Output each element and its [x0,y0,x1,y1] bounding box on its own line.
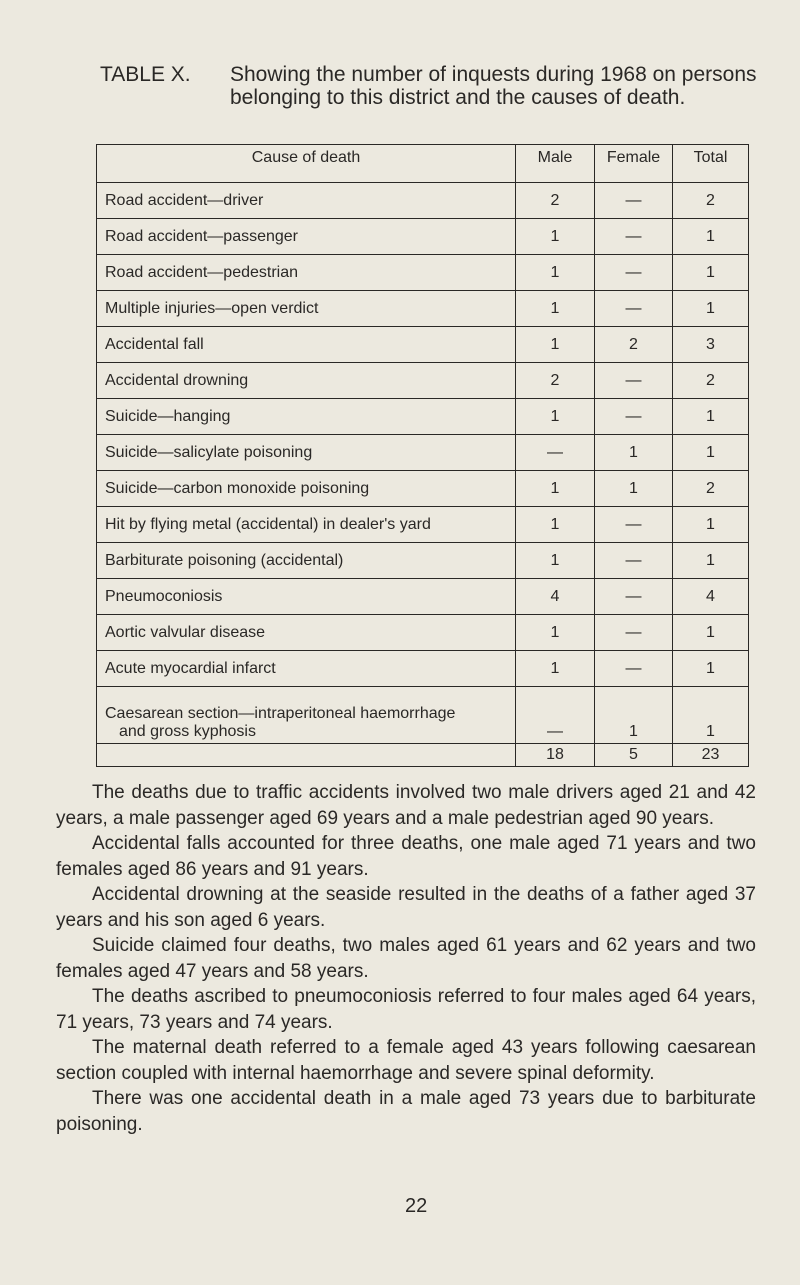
total-total: 23 [673,744,749,767]
cell-cause: Road accident—pedestrian [97,255,516,291]
cell-total: 1 [673,291,749,327]
table-row [97,363,749,399]
paragraph: The maternal death referred to a female aged 43 years following caesarean section coupled with internal haemorrhage and severe spinal deformity. [56,1037,756,1084]
header-male: Male [516,145,595,183]
totals-row [97,744,749,767]
totals-label-cell [97,744,516,767]
header-total: Total [673,145,749,183]
paragraph: The deaths ascribed to pneumoconiosis referred to four males aged 64 years, 71 years, 73 years and 74 years. [56,986,756,1033]
cell-cause: Aortic valvular disease [97,615,516,651]
cell-male: — [516,435,595,471]
cell-female: — [595,363,673,399]
cell-total: 3 [673,327,749,363]
cell-male: 1 [516,399,595,435]
cell-male: 2 [516,363,595,399]
cell-total: 4 [673,579,749,615]
table-row [97,651,749,687]
cell-total: 2 [673,471,749,507]
cell-cause: Suicide—hanging [97,399,516,435]
table-title: Showing the number of inquests during 1968 on persons belonging to this district and the causes of death. [230,63,757,109]
commentary [56,780,756,1137]
header-cause: Cause of death [97,145,516,183]
cell-total: 1 [673,543,749,579]
cell-cause: Accidental fall [97,327,516,363]
cell-total: 2 [673,183,749,219]
table-row [97,687,749,744]
cell-male: 1 [516,255,595,291]
cell-female: — [595,399,673,435]
cause-line-2: and gross kyphosis [119,723,256,740]
cell-total: 1 [673,651,749,687]
cell-female: — [595,579,673,615]
cell-cause: Road accident—driver [97,183,516,219]
cell-total: 1 [673,615,749,651]
table-row [97,615,749,651]
cell-male: 1 [516,219,595,255]
cell-cause: Pneumoconiosis [97,579,516,615]
cell-cause: Multiple injuries—open verdict [97,291,516,327]
cell-cause: Suicide—carbon monoxide poisoning [97,471,516,507]
table-row [97,435,749,471]
cell-total: 1 [673,255,749,291]
total-male: 18 [516,744,595,767]
inquests-table [96,144,749,767]
table-row [97,291,749,327]
cell-cause: Road accident—passenger [97,219,516,255]
cell-female: 1 [595,471,673,507]
paragraph: Accidental falls accounted for three deaths, one male aged 71 years and two females aged 86 years and 91 years. [56,833,756,880]
cell-total: 1 [673,399,749,435]
paragraph: Suicide claimed four deaths, two males aged 61 years and 62 years and two females aged 47 years and 58 years. [56,935,756,982]
cell-female: — [595,507,673,543]
cell-male: 1 [516,471,595,507]
cell-male: — [516,687,595,744]
cell-cause: Barbiturate poisoning (accidental) [97,543,516,579]
cell-cause: Suicide—salicylate poisoning [97,435,516,471]
cell-female: — [595,183,673,219]
cell-female: — [595,291,673,327]
table-row [97,579,749,615]
table-row [97,471,749,507]
table-row [97,543,749,579]
cell-total: 2 [673,363,749,399]
cell-total: 1 [673,507,749,543]
cell-female: — [595,615,673,651]
table-row [97,399,749,435]
table-row [97,507,749,543]
table-row [97,255,749,291]
cell-male: 4 [516,579,595,615]
cell-female: — [595,255,673,291]
cell-cause [97,687,516,744]
cell-cause: Hit by flying metal (accidental) in dealer's yard [97,507,516,543]
paragraph: There was one accidental death in a male aged 73 years due to barbiturate poisoning. [56,1088,756,1135]
cell-cause: Acute myocardial infarct [97,651,516,687]
total-female: 5 [595,744,673,767]
table-row [97,327,749,363]
table-row [97,183,749,219]
cell-cause: Accidental drowning [97,363,516,399]
cell-male: 1 [516,291,595,327]
cell-male: 1 [516,615,595,651]
cell-total: 1 [673,687,749,744]
table-row [97,219,749,255]
paragraph: Accidental drowning at the seaside resulted in the deaths of a father aged 37 years and his son aged 6 years. [56,884,756,931]
cell-female: 1 [595,435,673,471]
cell-female: 1 [595,687,673,744]
cell-male: 2 [516,183,595,219]
cell-female: — [595,543,673,579]
cell-male: 1 [516,651,595,687]
cell-total: 1 [673,435,749,471]
cell-male: 1 [516,507,595,543]
cell-male: 1 [516,543,595,579]
table-header-row [97,145,749,183]
page-number: 22 [405,1195,428,1217]
cell-female: — [595,219,673,255]
header-female: Female [595,145,673,183]
paragraph: The deaths due to traffic accidents involved two male drivers aged 21 and 42 years, a male passenger aged 69 years and a male pedestrian aged 90 years. [56,782,756,829]
cell-total: 1 [673,219,749,255]
cell-male: 1 [516,327,595,363]
cell-female: 2 [595,327,673,363]
cause-line-1: Caesarean section—intraperitoneal haemorrhage [105,705,456,722]
cell-female: — [595,651,673,687]
table-label: TABLE X. [100,63,191,86]
